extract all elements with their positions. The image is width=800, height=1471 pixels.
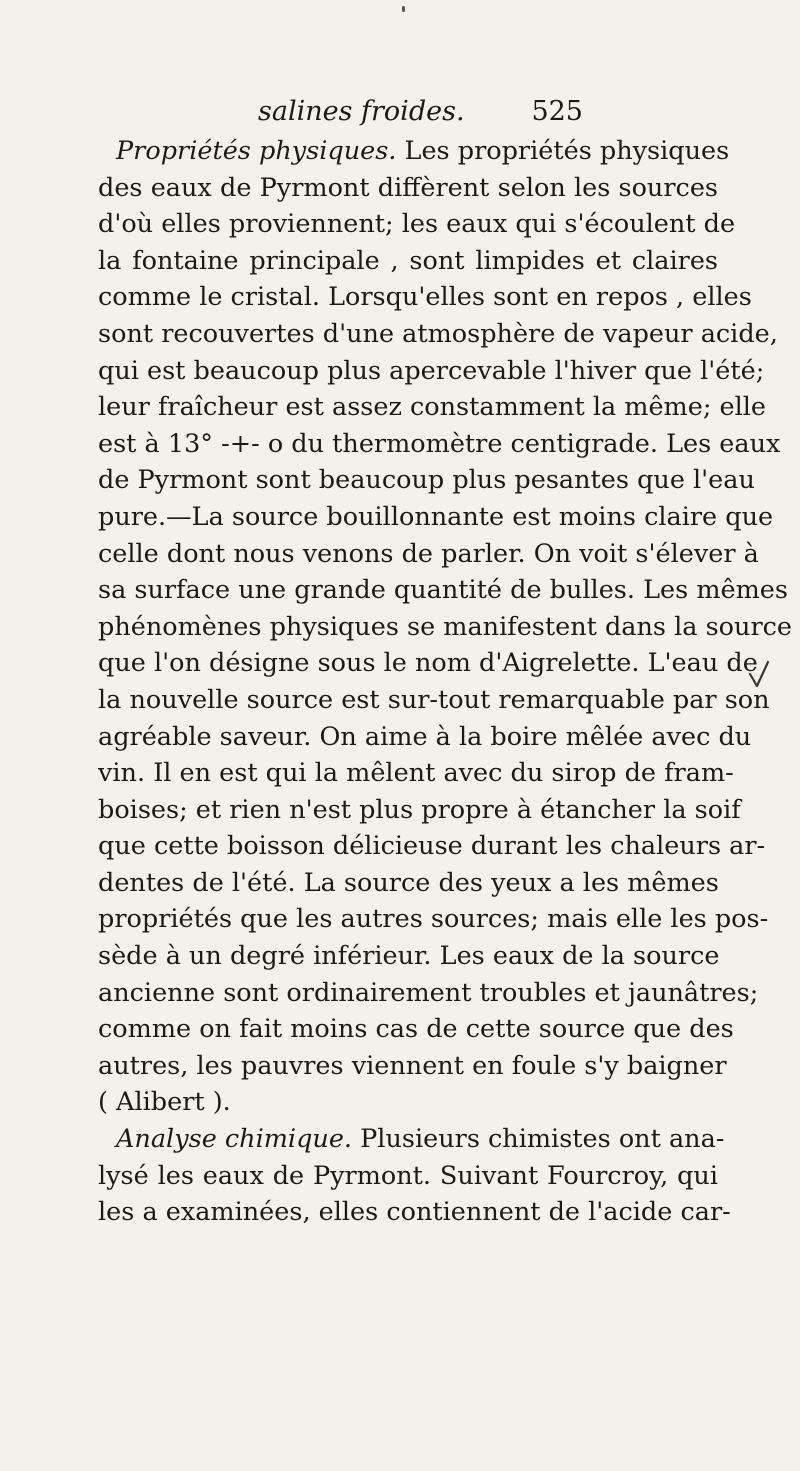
check-mark-icon (748, 660, 770, 690)
text-line: des eaux de Pyrmont diffèrent selon les sources (98, 172, 718, 203)
text-line: la fontaine principale , sont limpides et claires (98, 245, 718, 276)
text-line: de Pyrmont sont beaucoup plus pesantes que l'eau (98, 465, 755, 496)
text-line: d'où elles proviennent; les eaux qui s'écoulent de (98, 209, 736, 240)
text-line: comme on fait moins cas de cette source que des (98, 1014, 734, 1045)
text-line: Propriétés physiques. Les propriétés physiques (116, 136, 730, 166)
text-line: ( Alibert ). (98, 1087, 231, 1118)
text-line: que cette boisson délicieuse durant les chaleurs ar- (98, 831, 766, 862)
text-line: que l'on désigne sous le nom d'Aigrelette. L'eau de (98, 648, 758, 679)
print-speck (402, 6, 405, 12)
page-number: 525 (531, 96, 583, 127)
text-line: Analyse chimique. Plusieurs chimistes ont ana- (116, 1124, 725, 1155)
section-heading-analysis: Analyse chimique. (116, 1124, 353, 1155)
body-text (98, 133, 793, 1231)
text-line: ancienne sont ordinairement troubles et jaunâtres; (98, 977, 759, 1008)
text-line: sa surface une grande quantité de bulles. Les mêmes (98, 575, 788, 606)
running-head (258, 92, 583, 132)
text-line: lysé les eaux de Pyrmont. Suivant Fourcroy, qui (98, 1160, 718, 1191)
text-line: boises; et rien n'est plus propre à étancher la soif (98, 794, 741, 825)
text-line: leur fraîcheur est assez constamment la même; elle (98, 392, 767, 423)
text-line: dentes de l'été. La source des yeux a les mêmes (98, 867, 719, 898)
text-line: agréable saveur. On aime à la boire mêlée avec du (98, 721, 752, 752)
text-line: sède à un degré inférieur. Les eaux de la source (98, 941, 720, 972)
text-line: phénomènes physiques se manifestent dans la source (98, 611, 793, 642)
text-line: sont recouvertes d'une atmosphère de vapeur acide, (98, 318, 778, 349)
text-line: vin. Il en est qui la mêlent avec du sirop de fram- (98, 758, 734, 789)
text-line: les a examinées, elles contiennent de l'acide car- (98, 1197, 731, 1228)
running-title: salines froides. (258, 96, 465, 127)
text-line: est à 13° -+- o du thermomètre centigrade. Les eaux (98, 428, 781, 459)
text-line: celle dont nous venons de parler. On voit s'élever à (98, 538, 759, 569)
text-line: qui est beaucoup plus apercevable l'hiver que l'été; (98, 355, 765, 386)
text-line: propriétés que les autres sources; mais elle les pos- (98, 904, 769, 935)
text-line: pure.—La source bouillonnante est moins claire que (98, 501, 774, 532)
text-line: la nouvelle source est sur-tout remarquable par son (98, 684, 770, 715)
text-line: comme le cristal. Lorsqu'elles sont en repos , elles (98, 282, 752, 313)
section-heading-properties: Propriétés physiques. (116, 136, 397, 166)
text-line: autres, les pauvres viennent en foule s'y baigner (98, 1050, 727, 1081)
